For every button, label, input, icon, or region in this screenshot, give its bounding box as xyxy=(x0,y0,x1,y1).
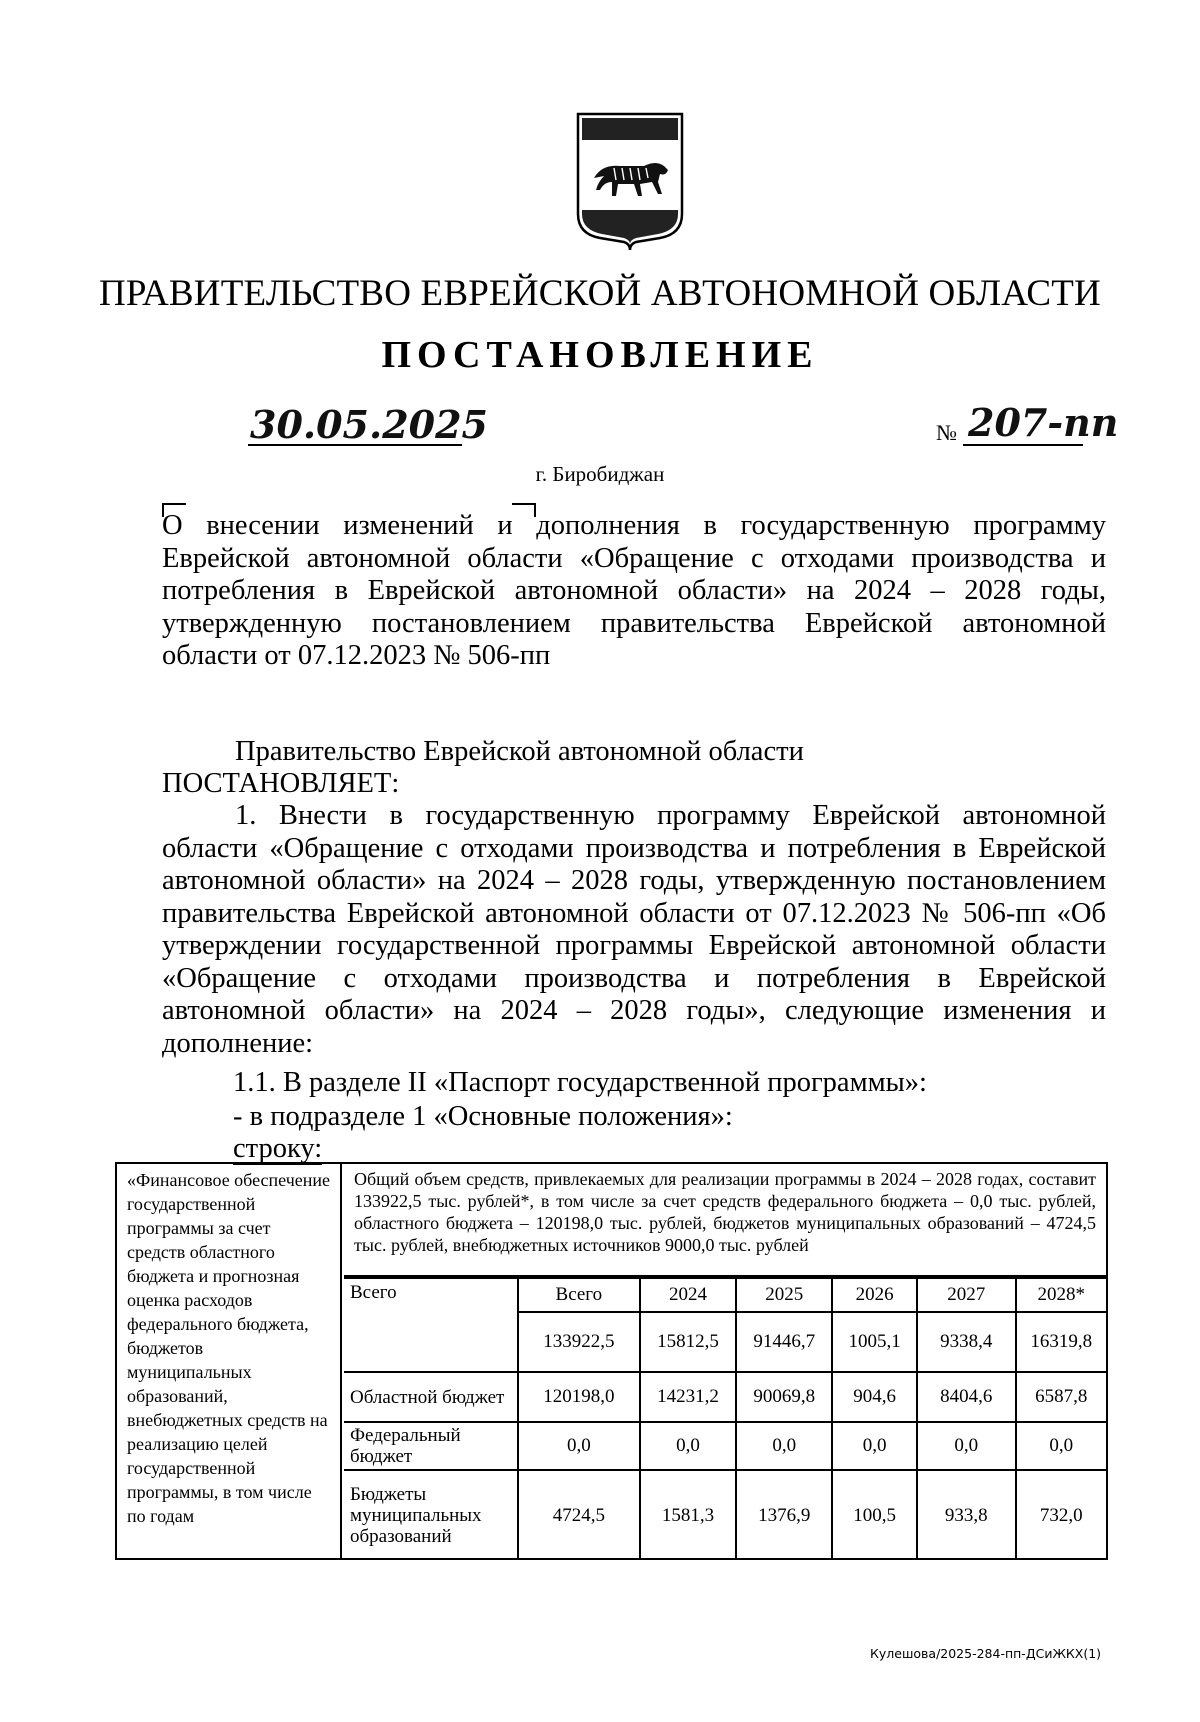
value-cell: 133922,5 xyxy=(518,1312,640,1372)
subparagraph-1-1: 1.1. В разделе II «Паспорт государственной программы»: xyxy=(233,1067,927,1098)
value-cell: 0,0 xyxy=(736,1422,832,1470)
table-row xyxy=(344,1422,1106,1470)
budget-grid xyxy=(344,1277,1106,1560)
subject-heading: О внесении изменений и дополнения в государственную программу Еврейской автономной области «Обращение с отходами производства и потребления в Еврейской автономной области» на 2024 – 2028 годы, утвержденную постановлением правительства Еврейской автономной области от 07.12.2023 № 506-пп xyxy=(162,510,1106,671)
value-cell: 6587,8 xyxy=(1016,1372,1106,1422)
value-cell: 100,5 xyxy=(832,1470,917,1560)
value-cell: 4724,5 xyxy=(518,1470,640,1560)
value-cell: 91446,7 xyxy=(736,1312,832,1372)
table-row xyxy=(344,1470,1106,1560)
handwritten-number: 207-пп xyxy=(968,400,1119,445)
financing-table xyxy=(115,1162,1108,1560)
value-cell: 0,0 xyxy=(640,1422,736,1470)
header-cell: 2026 xyxy=(832,1278,917,1312)
handwritten-date: 30.05.2025 xyxy=(250,402,488,447)
value-cell: 15812,5 xyxy=(640,1312,736,1372)
value-cell: 8404,6 xyxy=(917,1372,1016,1422)
value-cell: 1005,1 xyxy=(832,1312,917,1372)
subsection-line: - в подразделе 1 «Основные положения»: xyxy=(233,1101,733,1132)
header-cell: Всего xyxy=(344,1278,518,1372)
value-cell: 0,0 xyxy=(518,1422,640,1470)
value-cell: 0,0 xyxy=(832,1422,917,1470)
value-cell: 1581,3 xyxy=(640,1470,736,1560)
value-cell: 1376,9 xyxy=(736,1470,832,1560)
row-label: Федеральный бюджет xyxy=(344,1422,518,1470)
table-left-label: «Финансовое обеспечение государственной программы за счет средств областного бюджета и прогнозная оценка расходов федерального бюджета, бюджетов муниципальных образований, внебюджетных средств на реализацию целей государственной программы, в том числе по годам xyxy=(117,1164,342,1558)
number-sign: № xyxy=(936,420,957,445)
value-cell: 933,8 xyxy=(917,1470,1016,1560)
header-cell: 2028* xyxy=(1016,1278,1106,1312)
table-summary: Общий объем средств, привлекаемых для реализации программы в 2024 – 2028 годах, составит 133922,5 тыс. рублей*, в том числе за счет средств федерального бюджета – 0,0 тыс. рублей, областного бюджета – 120198,0 тыс. рублей, бюджетов муниципальных образований – 4724,5 тыс. рублей, внебюджетных источников 9000,0 тыс. рублей xyxy=(344,1164,1106,1277)
row-label: Бюджеты муниципальных образований xyxy=(344,1470,518,1560)
header-cell: 2024 xyxy=(640,1278,736,1312)
value-cell: 90069,8 xyxy=(736,1372,832,1422)
value-cell: 9338,4 xyxy=(917,1312,1016,1372)
city: г. Биробиджан xyxy=(535,462,665,486)
document-type: ПОСТАНОВЛЕНИЕ xyxy=(381,334,819,376)
value-cell: 0,0 xyxy=(1016,1422,1106,1470)
header-cell: 2027 xyxy=(917,1278,1016,1312)
value-cell: 120198,0 xyxy=(518,1372,640,1422)
row-label: Областной бюджет xyxy=(344,1372,518,1422)
paragraph-1: 1. Внести в государственную программу Еврейской автономной области «Обращение с отходами производства и потребления в Еврейской автономной области» на 2024 – 2028 годы, утвержденную постановлением правительства Еврейской автономной области от 07.12.2023 № 506-пп «Об утверждении государственной программы Еврейской автономной области «Обращение с отходами производства и потребления в Еврейской автономной области» на 2024 – 2028 годы», следующие изменения и дополнение: xyxy=(162,800,1106,1059)
organization-title: ПРАВИТЕЛЬСТВО ЕВРЕЙСКОЙ АВТОНОМНОЙ ОБЛАСТИ xyxy=(99,273,1101,314)
value-cell: 16319,8 xyxy=(1016,1312,1106,1372)
footer-reference: Кулешова/2025-284-пп-ДСиЖКХ(1) xyxy=(870,1646,1102,1661)
value-cell: 14231,2 xyxy=(640,1372,736,1422)
table-row xyxy=(344,1372,1106,1422)
header-cell: 2025 xyxy=(736,1278,832,1312)
row-intro: строку: xyxy=(233,1133,323,1164)
header-cell: Всего xyxy=(518,1278,640,1312)
government-line: Правительство Еврейской автономной области xyxy=(235,736,804,767)
coat-of-arms-emblem xyxy=(574,110,686,252)
value-cell: 904,6 xyxy=(832,1372,917,1422)
table-header-row xyxy=(344,1278,1106,1312)
resolves-heading: ПОСТАНОВЛЯЕТ: xyxy=(162,768,400,799)
value-cell: 732,0 xyxy=(1016,1470,1106,1560)
value-cell: 0,0 xyxy=(917,1422,1016,1470)
